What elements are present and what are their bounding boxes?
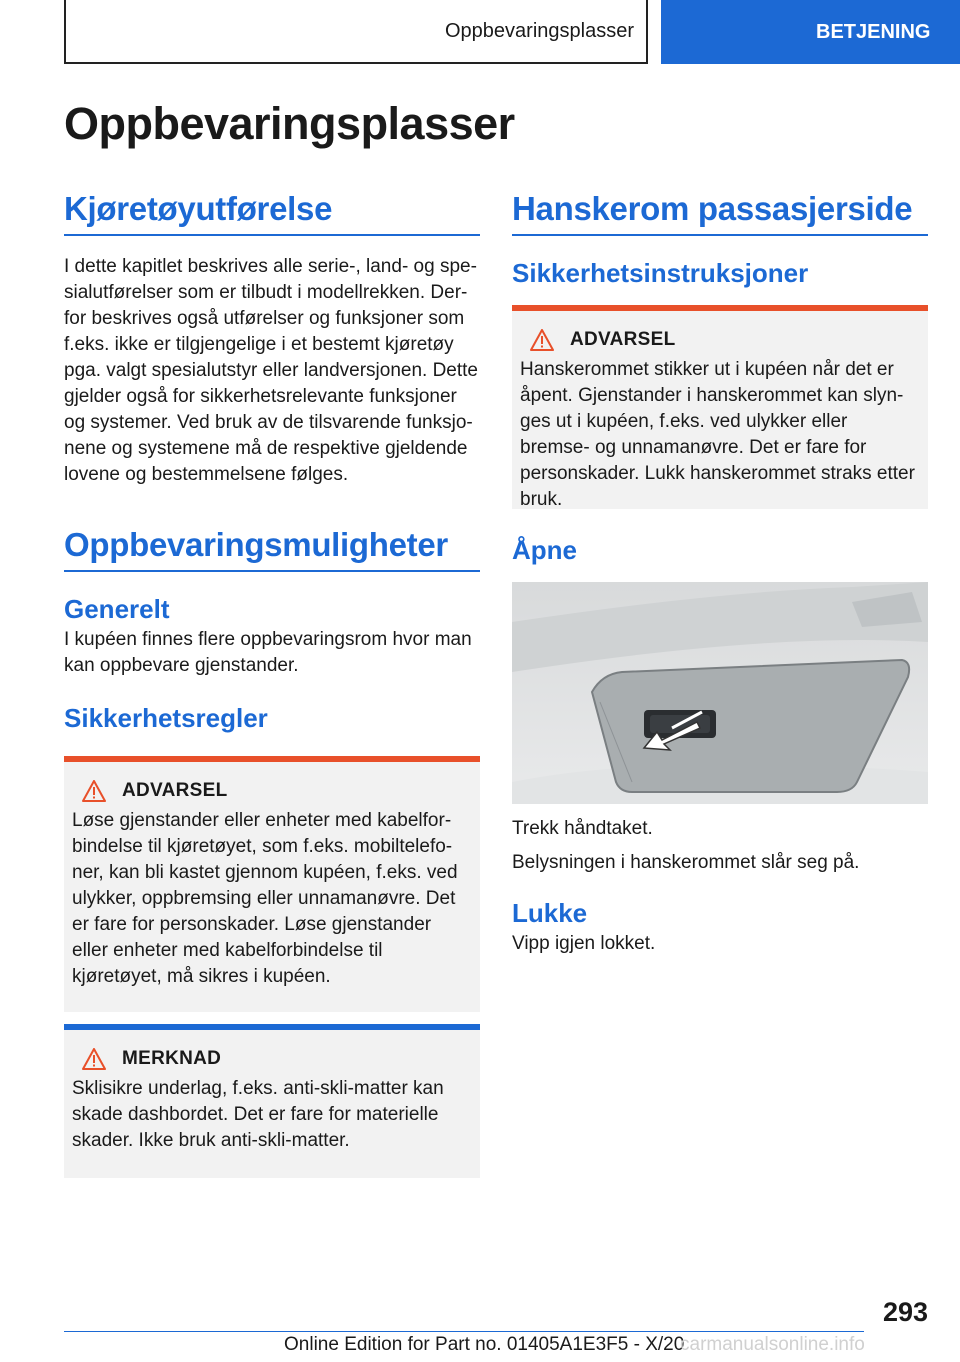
glovebox-heading: Hanskerom passasjerside — [512, 190, 928, 236]
close-heading: Lukke — [512, 898, 588, 928]
header-section-tab — [64, 0, 648, 64]
vehicle-heading: Kjøretøyutførelse — [64, 190, 480, 236]
right-column — [512, 190, 928, 957]
warning-triangle-icon — [82, 1048, 106, 1070]
warning-triangle-icon — [82, 780, 106, 802]
glovebox-warning-text: Hanskerommet stikker ut i kupéen når det er åpent. Gjenstander i hanskerommet kan slyn-ges ut i kupéen, f.eks. ved ulykker eller bremse- og unnamanøvre. Det er fare for personskader. Lukk hanskerommet straks etter bruk. — [520, 359, 915, 510]
page-title: Oppbevaringsplasser — [64, 98, 515, 149]
general-heading: Generelt — [64, 594, 170, 624]
vehicle-text: I dette kapitlet beskrives alle serie-, land- og spe-sialutførelser som er tilbudt i modellrekken. Der-for beskrives også utførelser og funksjoner som f.eks. ikke er tilgjengelige i et bestemt kjøretøy pga. valgt spesialutstyr eller landversjonen. Dette gjelder også for sikkerhetsrelevante funksjoner og systemer. Ved bruk av de tilsvarende funksjo-nene og systemene må de respektive gjeldende lovene og bestemmelsene følges. — [64, 256, 479, 485]
glovebox-photo — [512, 582, 928, 804]
warning-text: Løse gjenstander eller enheter med kabelfor-bindelse til kjøretøyet, som f.eks. mobiltelefo-ner, kan bli kastet gjennom kupéen, f.eks. ved ulykker, oppbremsing eller unnamanøvre. Det er fare for personskader. Løse gjenstander eller enheter med kabelforbindelse til kjøretøyet, må sikres i kupéen. — [72, 810, 458, 987]
footer-edition: Online Edition for Part no. 01405A1E3F5 - X/20 — [284, 1334, 685, 1355]
open-step-1: Trekk håndtaket. — [512, 818, 653, 839]
left-column — [64, 190, 480, 1178]
close-text: Vipp igjen lokket. — [512, 933, 656, 954]
open-step-2: Belysningen i hanskerommet slår seg på. — [512, 852, 860, 873]
general-text: I kupéen finnes flere oppbevaringsrom hvor man kan oppbevare gjenstander. — [64, 629, 472, 676]
header-section-label: Oppbevaringsplasser — [445, 19, 634, 42]
storage-heading: Oppbevaringsmuligheter — [64, 526, 480, 572]
safety-instructions-heading: Sikkerhetsinstruksjoner — [512, 258, 809, 288]
glovebox-warning-title: ADVARSEL — [570, 329, 676, 350]
page-number: 293 — [882, 1297, 928, 1327]
warning-triangle-icon — [530, 329, 554, 351]
note-box — [64, 1024, 480, 1178]
header-chapter-label: BETJENING — [816, 20, 931, 43]
warning-box — [64, 756, 480, 1012]
open-heading: Åpne — [512, 535, 577, 565]
footer-divider — [64, 1331, 864, 1332]
glovebox-warning-box — [512, 305, 928, 509]
header-chapter-tab — [661, 0, 960, 64]
safety-heading: Sikkerhetsregler — [64, 703, 268, 733]
footer-watermark: carmanualsonline.info — [680, 1334, 865, 1355]
note-text: Sklisikre underlag, f.eks. anti-skli-matter kan skade dashbordet. Det er fare for materielle skader. Ikke bruk anti-skli-matter. — [72, 1078, 444, 1151]
warning-title: ADVARSEL — [122, 780, 228, 801]
note-title: MERKNAD — [122, 1048, 222, 1069]
